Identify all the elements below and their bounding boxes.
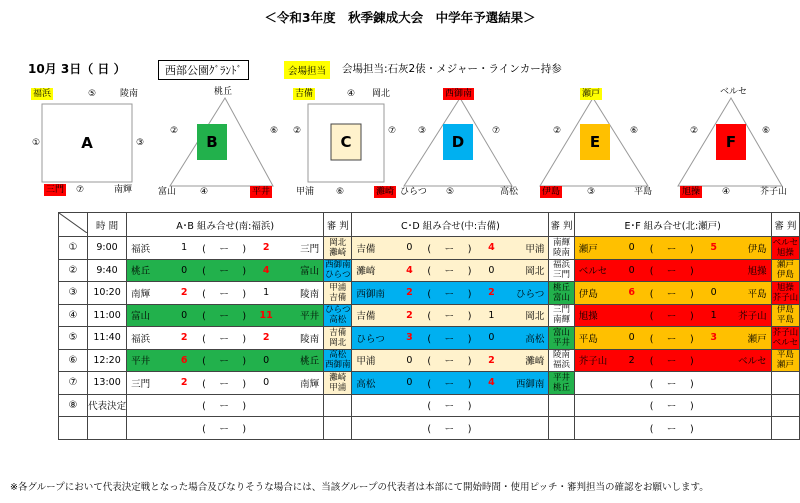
group-b-team-bottom-right: 平井 <box>252 187 271 197</box>
match-number <box>59 417 88 440</box>
score-separator: ( ー ) <box>427 378 474 390</box>
group-e-match-left: ② <box>553 126 562 136</box>
match-number: ⑤ <box>59 327 88 350</box>
score-away: 0 <box>263 354 270 366</box>
header-cd: C･D 組み合せ(中:吉備) <box>352 213 549 237</box>
referee-ef_ref: 伊島 平島 <box>771 304 799 327</box>
referee-ab_ref: 西御南 ひらつ <box>325 260 351 281</box>
team-home: 伊島 <box>578 288 598 300</box>
score-separator: ( ー ) <box>202 266 249 278</box>
group-a-team-top-left: 福浜 <box>33 89 52 99</box>
score-away: 0 <box>710 287 717 299</box>
group-b-team-bottom-left: 富山 <box>158 187 177 197</box>
table-row <box>59 349 800 372</box>
score-away: 2 <box>488 287 495 299</box>
match-number: ⑥ <box>59 349 88 372</box>
score-home: 0 <box>406 377 413 389</box>
team-home: 吉備 <box>356 311 376 323</box>
score-separator: ( ー ) <box>202 311 249 323</box>
match-ab <box>127 327 324 350</box>
referee-cd_ref <box>549 394 574 417</box>
table-row <box>59 304 800 327</box>
match-ab <box>127 349 324 372</box>
team-home: ベルセ <box>578 266 608 278</box>
group-c-match-top: ④ <box>347 89 356 99</box>
team-home: 灘崎 <box>356 266 376 278</box>
group-d-match-right: ⑦ <box>492 126 501 136</box>
match-cd <box>352 327 549 350</box>
team-away: 高松 <box>525 333 545 345</box>
group-d-match-left: ③ <box>418 126 427 136</box>
team-home: 三門 <box>131 378 151 390</box>
header-cd-ref: 審 判 <box>549 213 574 237</box>
team-away: 伊島 <box>747 243 767 255</box>
header-row <box>59 213 800 237</box>
score-away: 0 <box>488 332 495 344</box>
referee-cd_ref: 南輝 陵南 <box>549 237 574 260</box>
score-separator: ( ー ) <box>427 288 474 300</box>
header-ab-ref: 審 判 <box>324 213 352 237</box>
table-row <box>59 417 800 440</box>
team-home: 瀬戸 <box>578 243 598 255</box>
venue-name: 西部公園ｸﾞﾗﾝﾄﾞ <box>158 60 249 80</box>
group-a-match-right: ③ <box>136 138 145 148</box>
referee-ef_ref: 瀬戸 伊島 <box>771 259 799 282</box>
group-c-letter: C <box>340 133 352 151</box>
match-time: 代表決定 <box>88 394 127 417</box>
match-cd <box>352 237 549 260</box>
score-home: 0 <box>628 242 635 254</box>
score-home: 2 <box>406 287 413 299</box>
score-home: 0 <box>406 242 413 254</box>
score-home: 4 <box>406 264 413 276</box>
group-f-match-right: ⑥ <box>762 126 771 136</box>
team-home: 甲浦 <box>356 356 376 368</box>
group-a-match-top: ⑤ <box>88 89 97 99</box>
score-home: 3 <box>406 332 413 344</box>
match-ef <box>574 237 771 260</box>
score-away: 4 <box>488 242 495 254</box>
group-f-match-left: ② <box>690 126 699 136</box>
group-d-letter: D <box>451 133 465 151</box>
match-ef <box>574 417 771 440</box>
group-a-team-bottom-left: 三門 <box>46 185 65 195</box>
score-away: 4 <box>488 377 495 389</box>
score-home: 0 <box>181 264 188 276</box>
group-e-team-top: 瀬戸 <box>582 89 601 99</box>
group-f-team-bottom-left: 旭操 <box>682 187 701 197</box>
referee-ef_ref <box>771 372 799 395</box>
group-b-match-bottom: ④ <box>200 187 209 197</box>
group-c-team-bottom-right: 灘崎 <box>376 187 395 197</box>
team-home: 福浜 <box>131 333 151 345</box>
match-ef <box>574 259 771 282</box>
score-separator: ( ー ) <box>649 288 696 300</box>
score-away: 3 <box>710 264 717 276</box>
score-separator: ( ー ) <box>649 311 696 323</box>
score-separator: ( ー ) <box>649 401 696 413</box>
team-away: 平島 <box>747 288 767 300</box>
match-time: 10:20 <box>88 282 127 305</box>
referee-ef_ref: 旭操 芥子山 <box>772 282 799 303</box>
match-cd <box>352 304 549 327</box>
team-home: 福浜 <box>131 243 151 255</box>
venue-tag: 会場担当 <box>284 61 330 79</box>
group-e-team-bottom-right: 平島 <box>634 187 653 197</box>
score-away: 2 <box>262 332 270 344</box>
match-ef <box>574 394 771 417</box>
match-time: 11:40 <box>88 327 127 350</box>
match-ef <box>574 372 771 395</box>
referee-cd_ref: 福浜 三門 <box>549 259 574 282</box>
referee-cd_ref: 陵南 福浜 <box>549 349 574 372</box>
group-b-match-right: ⑥ <box>270 126 279 136</box>
table-row <box>59 282 800 305</box>
schedule-table <box>58 212 800 440</box>
group-c-match-bottom: ⑥ <box>336 187 345 197</box>
header-time: 時 間 <box>88 213 127 237</box>
score-away: 2 <box>488 354 495 366</box>
match-number: ⑦ <box>59 372 88 395</box>
group-diagrams <box>0 0 800 210</box>
group-e-team-bottom-left: 伊島 <box>542 187 561 197</box>
schedule-body <box>59 237 800 440</box>
match-time <box>88 417 127 440</box>
group-c-match-right: ⑦ <box>388 126 397 136</box>
venue-note: 会場担当:石灰2俵・メジャー・ラインカー持参 <box>342 63 562 75</box>
score-separator: ( ー ) <box>427 356 474 368</box>
score-away: 1 <box>488 309 495 321</box>
match-time: 12:20 <box>88 349 127 372</box>
match-number: ③ <box>59 282 88 305</box>
match-ef <box>574 327 771 350</box>
score-home: 0 <box>181 309 188 321</box>
score-home: 0 <box>628 264 635 276</box>
team-home: 桃丘 <box>131 266 151 278</box>
referee-ef_ref: 芥子山 ベルセ <box>772 327 799 348</box>
group-c-team-top-left: 吉備 <box>295 89 314 99</box>
team-away: 富山 <box>300 266 320 278</box>
group-a-team-bottom-right: 南輝 <box>114 185 133 195</box>
match-cd <box>352 417 549 440</box>
team-away: 瀬戸 <box>747 333 767 345</box>
referee-ab_ref: ひらつ 高松 <box>325 305 351 326</box>
referee-ef_ref <box>771 417 799 440</box>
team-away: 旭操 <box>747 266 767 278</box>
referee-ab_ref <box>324 417 352 440</box>
score-separator: ( ー ) <box>202 333 249 345</box>
team-home: 高松 <box>356 378 376 390</box>
score-away: 8 <box>710 354 717 366</box>
match-number: ① <box>59 237 88 260</box>
header-ab: A･B 組み合せ(南:福浜) <box>127 213 324 237</box>
team-home: 南輝 <box>131 288 151 300</box>
match-ab <box>127 237 324 260</box>
group-d-team-bottom-right: 高松 <box>500 187 519 197</box>
group-a-team-top-right: 陵南 <box>120 89 139 99</box>
team-away: 陵南 <box>300 288 320 300</box>
team-away: 南輝 <box>300 378 320 390</box>
footnote: ※各グループにおいて代表決定戦となった場合及びなりそうな場合には、当該グループの代表者は本部にて開始時間・使用ピッチ・審判担当の確認をお願いします。 <box>10 482 709 493</box>
group-f-team-bottom-right: 芥子山 <box>760 187 788 197</box>
group-a-letter: A <box>81 134 93 152</box>
match-ef <box>574 304 771 327</box>
score-separator: ( ー ) <box>202 288 249 300</box>
score-away: 2 <box>262 242 270 254</box>
team-home: 西御南 <box>356 288 385 300</box>
match-ab <box>127 304 324 327</box>
header-ef-ref: 審 判 <box>771 213 799 237</box>
score-home: 0 <box>406 354 413 366</box>
team-away: 岡北 <box>525 311 545 323</box>
table-row <box>59 372 800 395</box>
team-away: 芥子山 <box>738 311 767 323</box>
score-separator: ( ー ) <box>427 333 474 345</box>
table-row <box>59 394 800 417</box>
score-away: 0 <box>488 264 495 276</box>
referee-ef_ref: 平島 瀬戸 <box>771 349 799 372</box>
score-home: 7 <box>628 309 635 321</box>
score-separator: ( ー ) <box>649 423 696 435</box>
group-e-letter: E <box>589 133 601 151</box>
team-away: 岡北 <box>525 266 545 278</box>
match-number: ② <box>59 259 88 282</box>
score-separator: ( ー ) <box>202 356 249 368</box>
group-f-team-top: ベルセ <box>720 87 748 97</box>
match-ef <box>574 349 771 372</box>
group-a-match-left: ① <box>32 138 41 148</box>
group-e-match-bottom: ③ <box>587 187 596 197</box>
referee-ab_ref: 吉備 岡北 <box>324 327 352 350</box>
score-separator: ( ー ) <box>649 266 696 278</box>
team-home: 吉備 <box>356 243 376 255</box>
referee-ef_ref <box>771 394 799 417</box>
score-separator: ( ー ) <box>427 311 474 323</box>
team-away: 灘崎 <box>525 356 545 368</box>
match-ab <box>127 372 324 395</box>
group-c-team-top-right: 岡北 <box>372 89 391 99</box>
team-home: 平井 <box>131 356 151 368</box>
group-c-team-bottom-left: 甲浦 <box>296 187 315 197</box>
group-d-team-bottom-left: ひらつ <box>400 187 427 197</box>
match-time: 9:00 <box>88 237 127 260</box>
group-f-match-bottom: ④ <box>722 187 731 197</box>
group-e-match-right: ⑥ <box>630 126 639 136</box>
match-time: 13:00 <box>88 372 127 395</box>
match-cd <box>352 394 549 417</box>
team-home: 富山 <box>131 311 151 323</box>
score-home: 2 <box>406 309 413 321</box>
match-number: ④ <box>59 304 88 327</box>
team-home: 旭操 <box>578 311 598 323</box>
group-b-letter: B <box>206 133 218 151</box>
match-cd <box>352 349 549 372</box>
match-cd <box>352 259 549 282</box>
score-away: 1 <box>263 287 270 299</box>
group-b-team-top: 桃丘 <box>214 87 233 97</box>
team-home: ひらつ <box>356 333 385 345</box>
referee-ab_ref <box>324 394 352 417</box>
team-away: 三門 <box>300 243 320 255</box>
match-ab <box>127 394 324 417</box>
table-row <box>59 327 800 350</box>
score-separator: ( ー ) <box>649 333 696 345</box>
score-separator: ( ー ) <box>427 423 474 435</box>
group-d-team-top: 西御南 <box>445 89 473 99</box>
score-home: 1 <box>181 242 188 254</box>
group-d-match-bottom: ⑤ <box>446 187 455 197</box>
score-separator: ( ー ) <box>427 243 474 255</box>
referee-ab_ref: 高松 西御南 <box>325 350 351 371</box>
team-away: 陵南 <box>300 333 320 345</box>
team-away: 甲浦 <box>525 243 545 255</box>
group-a-match-bottom: ⑦ <box>76 185 85 195</box>
match-ab <box>127 282 324 305</box>
score-home: 2 <box>180 332 188 344</box>
score-home: 6 <box>628 287 635 299</box>
match-number: ⑧ <box>59 394 88 417</box>
group-c-match-left: ② <box>293 126 302 136</box>
team-home: 芥子山 <box>578 356 608 368</box>
referee-cd_ref: 桃丘 富山 <box>549 282 574 305</box>
header-ef: E･F 組み合せ(北:瀬戸) <box>574 213 771 237</box>
score-separator: ( ー ) <box>202 243 249 255</box>
table-row <box>59 237 800 260</box>
score-home: 2 <box>180 287 188 299</box>
match-ef <box>574 282 771 305</box>
referee-ef_ref: ベルセ 旭操 <box>772 237 799 258</box>
page-title: ＜令和3年度 秋季錬成大会 中学年予選結果＞ <box>264 10 536 25</box>
team-away: 平井 <box>300 311 320 323</box>
team-away: ひらつ <box>516 288 545 300</box>
referee-cd_ref <box>549 417 574 440</box>
score-home: 6 <box>180 354 188 366</box>
score-separator: ( ー ) <box>649 243 696 255</box>
match-time: 11:00 <box>88 304 127 327</box>
score-separator: ( ー ) <box>649 356 696 368</box>
score-home: 0 <box>628 332 635 344</box>
team-away: 西御南 <box>515 378 545 390</box>
referee-ab_ref: 灘崎 甲浦 <box>324 372 352 395</box>
score-home: 2 <box>628 354 635 366</box>
match-ab <box>127 259 324 282</box>
referee-cd_ref: 三門 南輝 <box>549 304 574 327</box>
score-away: 3 <box>710 332 717 344</box>
score-away: 11 <box>259 309 273 321</box>
match-time: 9:40 <box>88 259 127 282</box>
table-row <box>59 259 800 282</box>
score-separator: ( ー ) <box>202 423 249 435</box>
event-date: 10月 3日（ 日 ） <box>28 62 126 76</box>
score-home: 2 <box>180 377 188 389</box>
score-separator: ( ー ) <box>202 378 249 390</box>
score-separator: ( ー ) <box>202 401 249 413</box>
group-b-match-left: ② <box>170 126 179 136</box>
score-away: 0 <box>263 377 270 389</box>
team-away: 桃丘 <box>300 356 320 368</box>
match-cd <box>352 282 549 305</box>
header-corner <box>59 213 88 237</box>
score-away: 4 <box>262 264 270 276</box>
score-separator: ( ー ) <box>649 378 696 390</box>
score-separator: ( ー ) <box>427 266 474 278</box>
referee-ab_ref: 岡北 灘崎 <box>324 237 352 260</box>
team-home: 平島 <box>578 333 598 345</box>
team-away: ベルセ <box>738 356 767 368</box>
match-ab <box>127 417 324 440</box>
referee-cd_ref: 富山 平井 <box>549 327 574 350</box>
match-cd <box>352 372 549 395</box>
referee-cd_ref: 平井 桃丘 <box>549 372 574 395</box>
score-away: 5 <box>710 242 717 254</box>
score-separator: ( ー ) <box>427 401 474 413</box>
referee-ab_ref: 甲浦 吉備 <box>324 282 352 305</box>
group-f-letter: F <box>725 133 737 151</box>
score-away: 1 <box>710 309 717 321</box>
